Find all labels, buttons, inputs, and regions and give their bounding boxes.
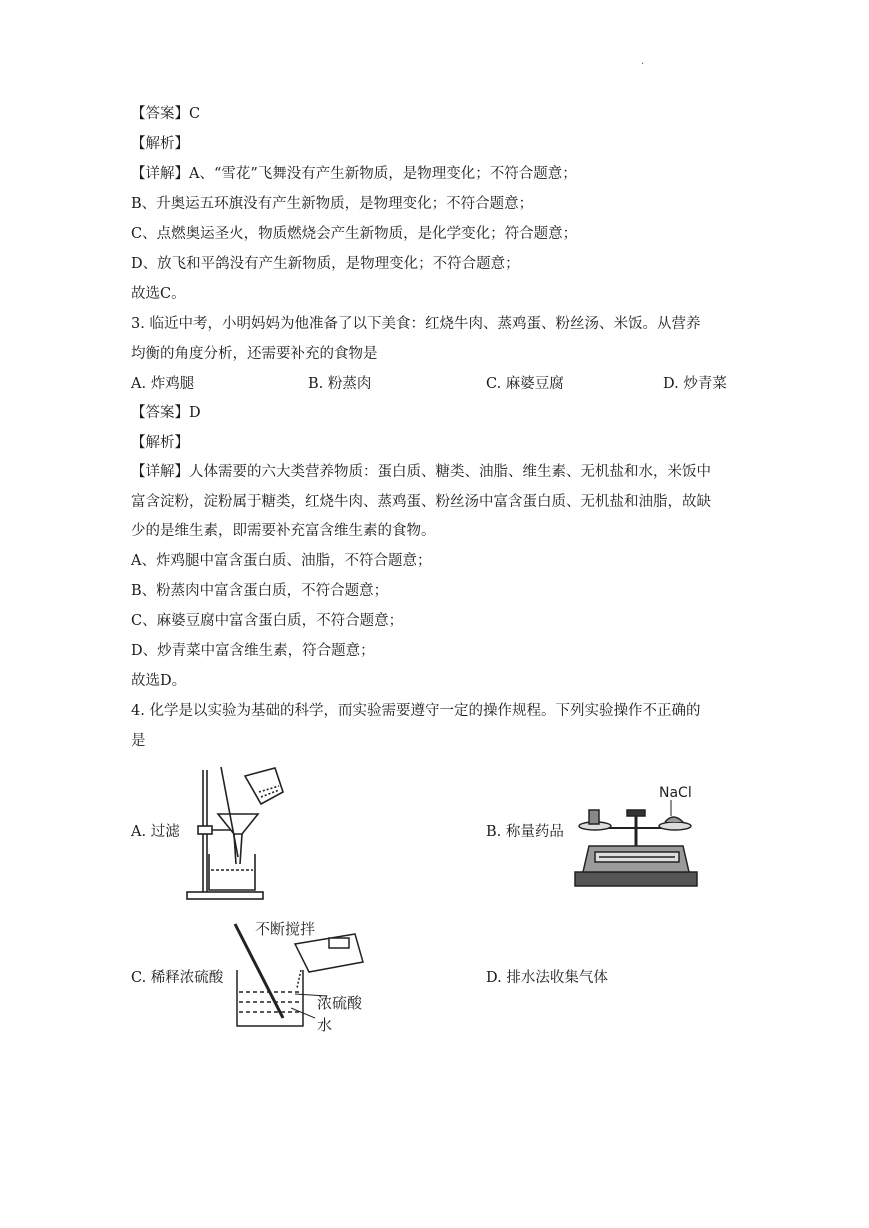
q4-option-b: B. 称量药品 <box>486 824 564 840</box>
nacl-label: NaCl <box>659 785 692 801</box>
q3-option-a: A. 炸鸡腿 <box>131 376 195 392</box>
q3-item-d: D、炒青菜中富含维生素，符合题意； <box>131 643 375 659</box>
q2-option-b: B、升奥运五环旗没有产生新物质，是物理变化；不符合题意； <box>131 196 534 212</box>
q3-option-d: D. 炒青菜 <box>663 376 727 392</box>
q2-option-c: C、点燃奥运圣火，物质燃烧会产生新物质，是化学变化；符合题意； <box>131 226 578 242</box>
q3-detail-line3: 少的是维生素，即需要补充富含维生素的食物。 <box>131 523 436 539</box>
filtration-figure <box>185 762 285 904</box>
q2-choose: 故选C。 <box>131 286 186 302</box>
q3-option-c: C. 麻婆豆腐 <box>486 376 564 392</box>
q4-option-d: D. 排水法收集气体 <box>486 970 608 986</box>
q3-item-a: A、炸鸡腿中富含蛋白质、油脂，不符合题意； <box>131 553 432 569</box>
q3-item-c: C、麻婆豆腐中富含蛋白质，不符合题意； <box>131 613 404 629</box>
q2-analysis: 【解析】 <box>131 136 189 152</box>
q3-detail-line1: 【详解】人体需要的六大类营养物质：蛋白质、糖类、油脂、维生素、无机盐和水，米饭中 <box>131 464 711 480</box>
q3-stem-line1: 3. 临近中考，小明妈妈为他准备了以下美食：红烧牛肉、蒸鸡蛋、粉丝汤、米饭。从营养 <box>131 316 701 332</box>
q3-stem-line2: 均衡的角度分析，还需要补充的食物是 <box>131 346 378 362</box>
q3-answer: 【答案】D <box>131 405 201 421</box>
q3-choose: 故选D。 <box>131 673 187 689</box>
q2-option-d: D、放飞和平鸽没有产生新物质，是物理变化；不符合题意； <box>131 256 520 272</box>
q3-analysis: 【解析】 <box>131 435 189 451</box>
balance-figure <box>573 780 703 890</box>
q4-option-c: C. 稀释浓硫酸 <box>131 970 224 986</box>
q3-detail-line2: 富含淀粉，淀粉属于糖类，红烧牛肉、蒸鸡蛋、粉丝汤中富含蛋白质、无机盐和油脂，故缺 <box>131 494 711 510</box>
q4-option-a: A. 过滤 <box>131 824 180 840</box>
water-label: 水 <box>317 1016 333 1034</box>
q3-item-b: B、粉蒸肉中富含蛋白质，不符合题意； <box>131 583 389 599</box>
q2-detail: 【详解】A、“雪花”飞舞没有产生新物质，是物理变化；不符合题意； <box>131 166 577 182</box>
q2-answer: 【答案】C <box>131 106 201 122</box>
header-dot: . <box>641 56 645 67</box>
acid-label: 浓硫酸 <box>317 994 363 1012</box>
q4-stem-line1: 4. 化学是以实验为基础的科学，而实验需要遵守一定的操作规程。下列实验操作不正确的 <box>131 703 701 719</box>
q4-stem-line2: 是 <box>131 733 146 749</box>
dilution-figure <box>231 918 371 1038</box>
q3-option-b: B. 粉蒸肉 <box>308 376 372 392</box>
stir-label: 不断搅拌 <box>255 920 316 938</box>
